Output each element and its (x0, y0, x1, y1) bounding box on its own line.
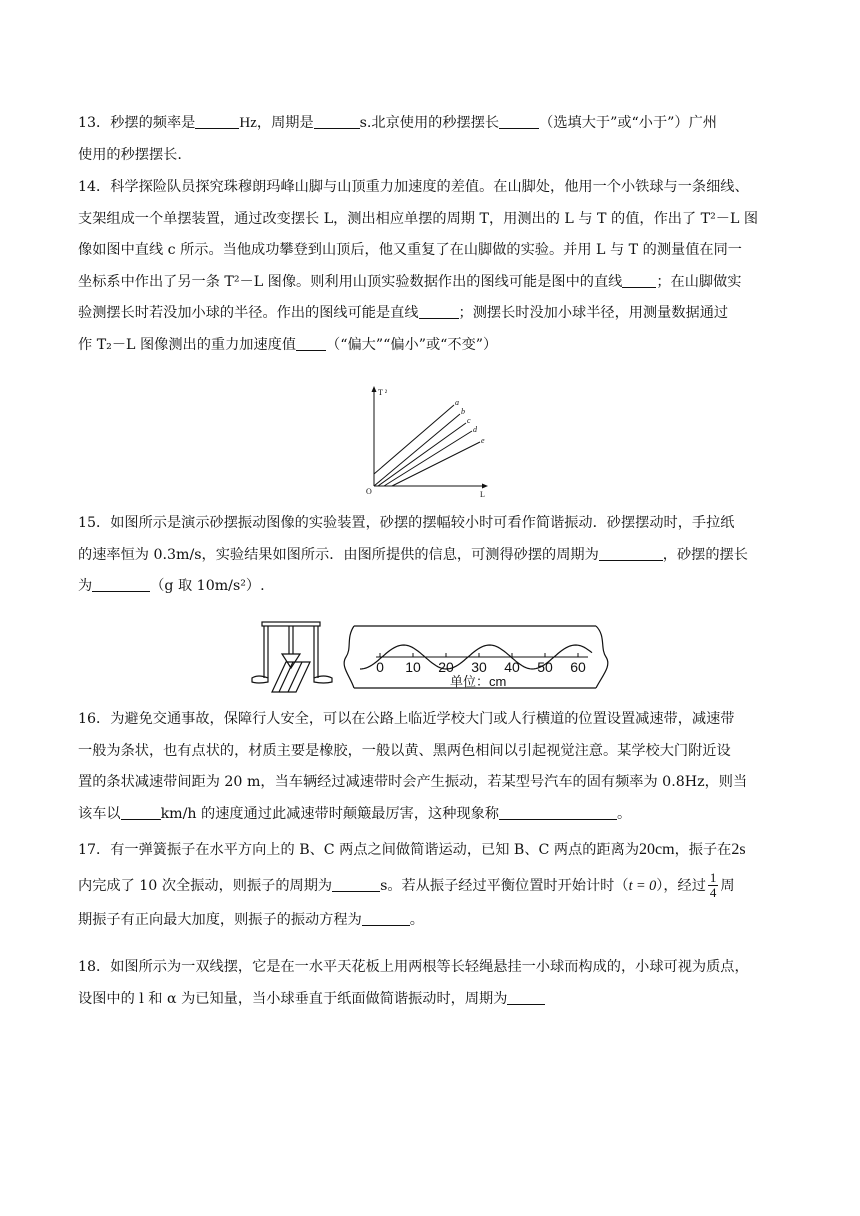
q15-blank-period[interactable] (599, 544, 663, 561)
q17-t-equals-zero: t = 0 (628, 877, 657, 894)
q13-blank-compare[interactable] (499, 112, 539, 129)
q14-text-4b: ；在山脚做实 (656, 273, 742, 290)
q17-line-3 (78, 905, 786, 937)
strip-left-tear (344, 626, 354, 688)
q14-text-6b: （“偏大”“偏小”或“不变”） (326, 336, 498, 353)
q13-line-1 (78, 108, 786, 140)
line-e (392, 442, 480, 486)
q17-text-3b: 。 (409, 911, 424, 928)
q16-line-3: 置的条状减速带间距为 20 m，当车辆经过减速带时会产生振动，若某型号汽车的固有频率为 0.8Hz，则当 (78, 774, 748, 790)
q14-line-3: 像如图中直线 c 所示。当他成功攀登到山顶后，他又重复了在山脚做的实验。并用 L 与 T 的测量值在同一 (78, 242, 742, 258)
paper-strip-line-1 (279, 662, 293, 692)
origin-label: O (366, 487, 372, 496)
q15-text-3b: （g 取 10m/s²）. (150, 578, 265, 594)
scale-tick-label: 30 (471, 659, 487, 675)
question-18 (78, 952, 786, 1015)
q16-line-1: 16．为避免交通事故，保障行人安全，可以在公路上临近学校大门或人行横道的位置设置减速带，减速带 (78, 711, 735, 727)
q17-text-1b: ，振子在 (674, 842, 732, 858)
q14-line-1: 14．科学探险队员探究珠穆朗玛峰山脚与山顶重力加速度的差值。在山脚处，他用一个小铁球与一条细线、 (78, 179, 749, 195)
q14-text-4a: 坐标系中作出了另一条 T²－L 图像。则利用山顶实验数据作出的图线可能是图中的直线 (78, 273, 623, 290)
q18-line-2 (78, 984, 786, 1016)
scale-unit-label: 单位：cm (450, 674, 507, 689)
question-16 (78, 704, 786, 830)
q17-line-1 (78, 834, 786, 867)
q17-blank-equation[interactable] (362, 909, 410, 926)
q15-line-2 (78, 540, 786, 572)
q13-line-2: 使用的秒摆摆长. (78, 146, 182, 163)
scale-tick-label: 40 (504, 659, 520, 675)
line-a (374, 405, 454, 474)
apparatus-top-bar (262, 622, 320, 626)
q17-distance: 20cm (639, 841, 675, 858)
line-d-label: d (473, 425, 477, 434)
q14-line-4 (78, 267, 786, 299)
q15-text-2b: ，砂摆的摆长 (662, 546, 748, 563)
q17-text-3a: 期振子有正向最大加度，则振子的振动方程为 (78, 911, 362, 928)
q13-blank-period[interactable] (314, 112, 360, 129)
line-a-label: a (455, 398, 459, 407)
sand-pendulum-figure (250, 618, 610, 696)
q13-text-a: 13．秒摆的频率是 (78, 115, 196, 131)
question-17 (78, 834, 786, 936)
line-b (374, 414, 460, 486)
q17-fraction-numerator: 1 (709, 870, 717, 885)
x-axis-label: L (480, 490, 485, 499)
line-c-label: c (467, 416, 471, 425)
q16-text-4a: 该车以 (78, 805, 121, 822)
q14-blank-g-value[interactable] (296, 334, 326, 351)
scale-tick-label: 50 (537, 659, 553, 675)
strip-right-tear (596, 626, 608, 688)
q17-text-1a: 17．有一弹簧振子在水平方向上的 B、C 两点之间做简谐运动，已知 B、C 两点的距离为 (78, 842, 640, 858)
q13-text-c: s.北京使用的秒摆摆长 (359, 115, 500, 131)
q18-blank-period[interactable] (507, 988, 545, 1005)
scale-tick-label: 0 (376, 659, 384, 675)
question-14 (78, 172, 786, 361)
q13-text-d: （选填大于”或“小于”）广州 (539, 115, 717, 131)
sand-pendulum-apparatus (252, 622, 332, 692)
q17-line-2 (78, 867, 786, 905)
y-axis-label: T ² (378, 388, 388, 397)
q14-blank-radius-line[interactable] (419, 302, 459, 319)
q14-line-2: 支架组成一个单摆装置，通过改变摆长 L，测出相应单摆的周期 T，用测出的 L 与 T 的值，作出了 T²－L 图 (78, 210, 759, 227)
q18-text-2a: 设图中的 l 和 α 为已知量，当小球垂直于纸面做简谐振动时，周期为 (78, 990, 508, 1007)
q16-line-2: 一般为条状，也有点状的，材质主要是橡胶，一般以黄、黑两色相间以引起视觉注意。某学校大门附近设 (78, 742, 731, 759)
q14-line-6 (78, 330, 786, 362)
q14-text-5a: 验测摆长时若没加小球的半径。作出的图线可能是直线 (78, 305, 419, 321)
q16-blank-phenomenon[interactable] (499, 803, 617, 820)
scale-tick-label: 60 (570, 659, 586, 675)
t2-l-graph (362, 384, 496, 500)
question-15 (78, 508, 786, 603)
x-axis-arrow (482, 484, 488, 489)
q13-blank-frequency[interactable] (195, 112, 239, 129)
q13-text-b: ，周期是 (256, 115, 314, 131)
q15-text-3a: 为 (78, 578, 93, 594)
scale-tick-label: 20 (438, 659, 454, 675)
line-b-label: b (461, 407, 465, 416)
q17-blank-period[interactable] (332, 875, 380, 892)
q16-line-4 (78, 799, 786, 831)
q17-fraction-denominator: 4 (709, 885, 717, 900)
q14-text-5b: ；测摆长时没加小球半径，用测量数据通过 (458, 305, 729, 321)
q17-fraction (708, 871, 719, 900)
line-e-label: e (481, 436, 485, 445)
q17-text-2c: ），经过 (656, 877, 706, 894)
q17-text-2a: 内完成了 10 次全振动，则振子的周期为 (78, 877, 333, 894)
y-axis-arrow (372, 386, 377, 392)
q14-line-5 (78, 298, 786, 330)
q16-text-4c: 。 (617, 805, 632, 822)
q15-text-2a: 的速率恒为 0.3m/s，实验结果如图所示．由图所提供的信息，可测得砂摆的周期为 (78, 546, 599, 563)
q15-line-3 (78, 571, 786, 603)
q16-blank-speed[interactable] (121, 803, 161, 820)
q14-blank-summit-line[interactable] (622, 271, 656, 288)
scale-tick-label: 10 (405, 659, 421, 675)
line-d (384, 431, 472, 486)
apparatus-right-foot (314, 676, 332, 683)
q13-unit-hz: Hz (239, 115, 257, 131)
q17-text-2b: s。若从振子经过平衡位置时开始计时（ (380, 877, 629, 894)
question-13 (78, 108, 786, 171)
apparatus-left-foot (252, 676, 268, 683)
q15-blank-length[interactable] (92, 575, 150, 592)
q15-line-1: 15．如图所示是演示砂摆振动图像的实验装置，砂摆的摆幅较小时可看作简谐振动．砂摆摆动时，手拉纸 (78, 515, 735, 531)
q17-text-2d: 周 (720, 877, 735, 894)
q17-time: 2s (731, 841, 746, 858)
q14-text-6a: 作 T₂－L 图像测出的重力加速度值 (78, 336, 297, 353)
q16-text-4b: km/h 的速度通过此减速带时颠簸最厉害，这种现象称 (160, 805, 499, 822)
q18-line-1: 18．如图所示为一双线摆，它是在一水平天花板上用两根等长轻绳悬挂一小球而构成的，小球可视为质点， (78, 959, 749, 975)
